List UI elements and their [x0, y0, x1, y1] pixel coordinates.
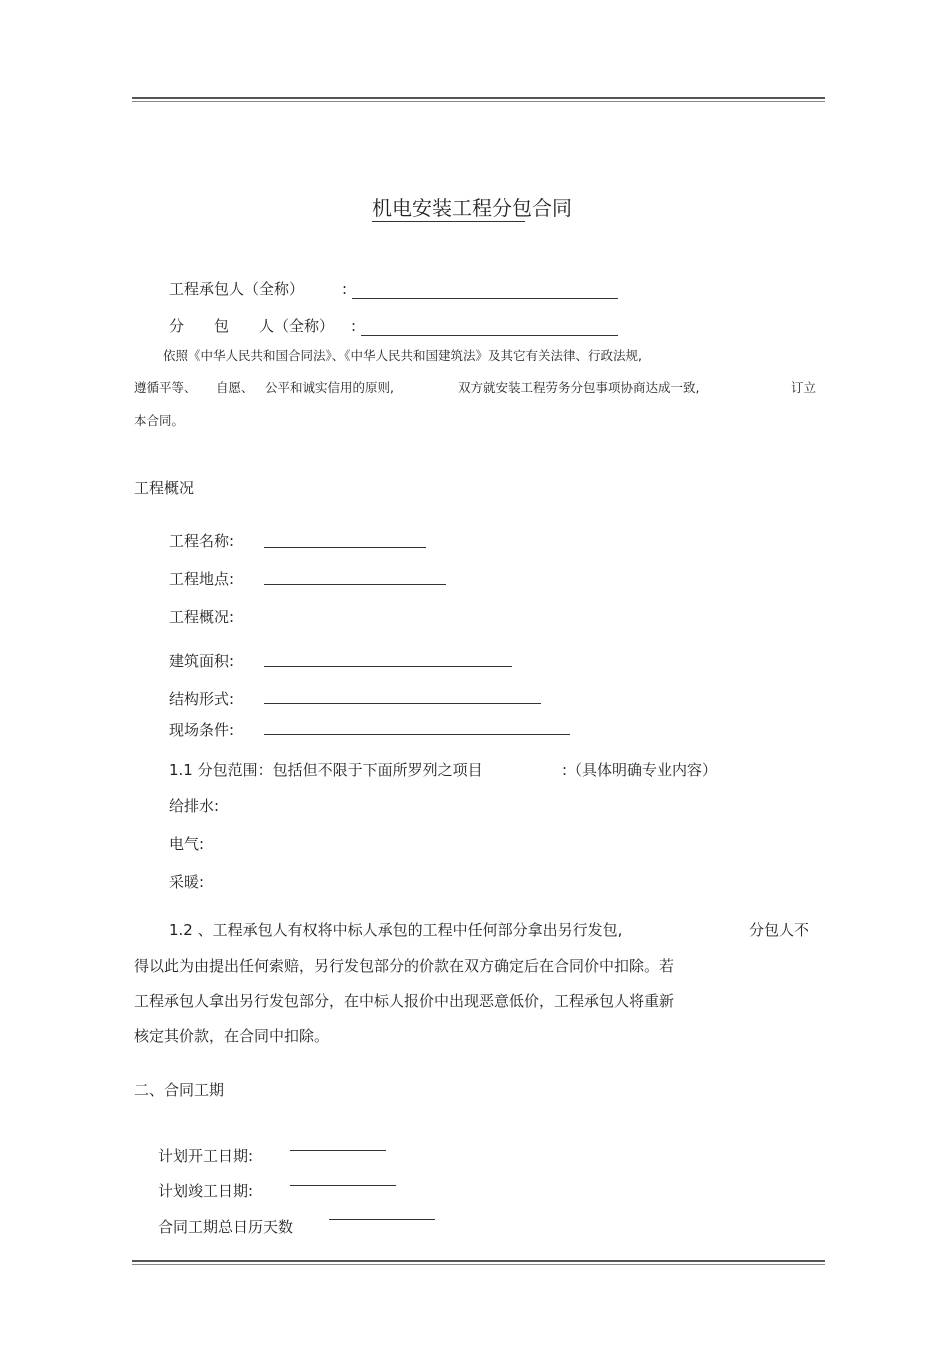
scope-water: 给排水: [169, 797, 220, 815]
subcontractor-label: 分 包 人（全称） [169, 317, 335, 335]
title-underline [372, 221, 525, 222]
project-name-blank[interactable] [264, 547, 426, 548]
scope-heating: 采暖: [169, 873, 205, 891]
clause-1-2-line-3: 工程承包人拿出另行发包部分，在中标人报价中出现恶意低价，工程承包人将重新 [134, 992, 675, 1010]
subcontractor-colon: : [351, 317, 357, 335]
building-area-blank[interactable] [264, 666, 512, 667]
scope-electric: 电气: [169, 835, 205, 853]
subcontractor-blank[interactable] [361, 335, 618, 336]
project-name-label: 工程名称: [169, 532, 235, 550]
clause-1-2-line-4: 核定其价款，在合同中扣除。 [134, 1027, 330, 1045]
project-location-label: 工程地点: [169, 570, 235, 588]
intro-line-2a: 遵循平等、 [134, 380, 197, 395]
clause-1-2-line-1b: 分包人不 [749, 921, 810, 939]
intro-line-1: 依照《中华人民共和国合同法》、《中华人民共和国建筑法》及其它有关法律、行政法规, [163, 348, 642, 363]
intro-line-3: 本合同。 [134, 413, 185, 428]
section-2-heading: 二、合同工期 [134, 1081, 225, 1099]
document-title: 机电安装工程分包合同 [372, 196, 572, 220]
site-conditions-blank[interactable] [264, 734, 570, 735]
planned-finish-blank[interactable] [290, 1185, 396, 1186]
structure-form-label: 结构形式: [169, 690, 235, 708]
contractor-label: 工程承包人（全称） [169, 280, 305, 298]
contractor-colon: : [342, 280, 348, 298]
building-area-label: 建筑面积: [169, 652, 235, 670]
intro-line-2e: 订立 [791, 380, 817, 395]
planned-start-blank[interactable] [290, 1150, 386, 1151]
intro-line-2c: 公平和诚实信用的原则, [265, 380, 394, 395]
total-days-label: 合同工期总日历天数 [158, 1218, 294, 1236]
planned-finish-label: 计划竣工日期: [158, 1182, 254, 1200]
intro-line-2d: 双方就安装工程劳务分包事项协商达成一致, [458, 380, 700, 395]
clause-1-2-line-2: 得以此为由提出任何索赔，另行发包部分的价款在双方确定后在合同价中扣除。若 [134, 957, 675, 975]
planned-start-label: 计划开工日期: [158, 1147, 254, 1165]
clause-1-2-line-1a: 1.2 、工程承包人有权将中标人承包的工程中任何部分拿出另行发包, [169, 921, 623, 939]
section-1-heading: 工程概况 [134, 479, 195, 497]
scope-line-a: 1.1 分包范围：包括但不限于下面所罗列之项目 [169, 761, 483, 779]
header-rule [132, 97, 825, 102]
footer-rule [132, 1260, 825, 1265]
project-overview-label: 工程概况: [169, 608, 235, 626]
contractor-blank[interactable] [352, 298, 618, 299]
total-days-blank[interactable] [329, 1219, 435, 1220]
site-conditions-label: 现场条件: [169, 721, 235, 739]
structure-form-blank[interactable] [264, 703, 541, 704]
intro-line-2b: 自愿、 [216, 380, 254, 395]
scope-line-b: :（具体明确专业内容） [562, 761, 718, 779]
project-location-blank[interactable] [264, 584, 446, 585]
